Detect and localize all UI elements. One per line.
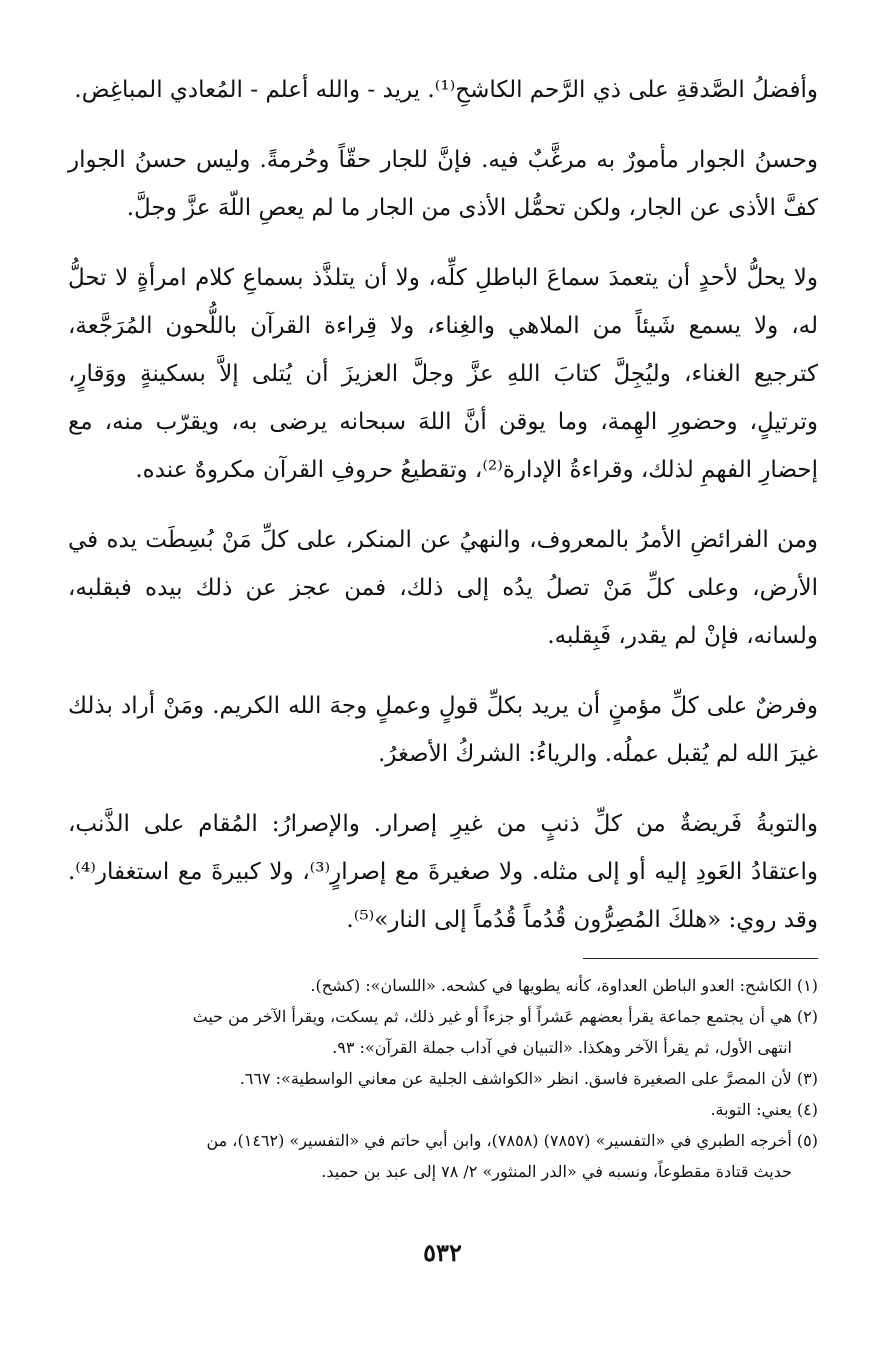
- footnote-text: أخرجه الطبري في «التفسير» (٧٨٥٧) (٧٨٥٨)، وابن أبي حاتم في «التفسير» (١٤٦٢)، من: [206, 1131, 792, 1150]
- footnote-text: يعني: التوبة.: [710, 1100, 792, 1119]
- footnote-text-continued: حديث قتادة مقطوعاً، ونسبه في «الدر المنثور» ٢/ ٧٨ إلى عبد بن حميد.: [321, 1162, 792, 1181]
- footnote-marker: (٥): [796, 1131, 818, 1150]
- paragraph-enjoining-good: ومن الفرائضِ الأمرُ بالمعروف، والنهيُ عن المنكر، على كلِّ مَنْ بُسِطَت يده في الأرض، وعلى كلِّ مَنْ تصلُ يدُه إلى ذلك، فمن عجز عن ذلك بيده فبقلبه، ولسانه، فإنْ لم يقدر، فَبِقلبه.: [68, 527, 818, 649]
- paragraph-repentance: والتوبةُ فَريضةٌ من كلِّ ذنبٍ من غيرِ إصرار. والإصرارُ: المُقام على الذَّنب، واعتقادُ العَودِ إليه أو إلى مثله. ولا صغيرةَ مع إصرارٍ⁽³⁾، ولا كبيرةَ مع استغفار⁽⁴⁾. وقد روي: «هلكَ المُصِرُّون قُدُماً قُدُماً إلى النار»⁽⁵⁾.: [68, 811, 818, 933]
- footnote-marker: (١): [796, 976, 818, 995]
- main-text: [68, 66, 818, 966]
- footnote-text: الكاشح: العدو الباطن العداوة، كأنه يطويها في كشحه. «اللسان»: (كشح).: [310, 976, 792, 995]
- footnote-5: [95, 1125, 818, 1187]
- footnote-marker: (٤): [796, 1100, 818, 1119]
- footnote-text: لأن المصرَّ على الصغيرة فاسق. انظر «الكواشف الجلية عن معاني الواسطية»: ٦٦٧.: [239, 1069, 792, 1088]
- footnote-separator: [583, 958, 818, 959]
- footnote-marker: (٢): [796, 1007, 818, 1026]
- footnote-marker: (٣): [796, 1069, 818, 1088]
- footnote-3: [95, 1063, 818, 1094]
- footnote-2: [95, 1001, 818, 1063]
- paragraph-sincerity: وفرضٌ على كلِّ مؤمنٍ أن يريد بكلِّ قولٍ وعملٍ وجهَ الله الكريم. ومَنْ أراد بذلك غيرَ الله لم يُقبل عملُه. والرياءُ: الشركُ الأصغرُ.: [68, 693, 818, 767]
- footnote-1: [95, 970, 818, 1001]
- footnote-4: [95, 1094, 818, 1125]
- footnotes: [95, 970, 818, 1187]
- footnote-text-continued: انتهى الأول، ثم يقرأ الآخر وهكذا. «التبيان في آداب جملة القرآن»: ٩٣.: [332, 1038, 792, 1057]
- paragraph-neighbor: وحسنُ الجوار مأمورٌ به مرغَّبٌ فيه. فإنَّ للجار حقّاً وحُرمةً. وليس حسنُ الجوار كفَّ الأذى عن الجار، ولكن تحمُّل الأذى من الجار ما لم يعصِ اللّهَ عزَّ وجلَّ.: [68, 147, 818, 221]
- paragraph-charity: وأفضلُ الصَّدقةِ على ذي الرَّحم الكاشحِ⁽¹⁾. يريد - والله أعلم - المُعادي المباغِض.: [74, 77, 818, 103]
- paragraph-listening: ولا يحلُّ لأحدٍ أن يتعمدَ سماعَ الباطلِ كلِّه، ولا أن يتلذَّذ بسماعِ كلام امرأةٍ لا تحلُّ له، ولا يسمع شَيئاً من الملاهي والغِناء، ولا قِراءة القرآن باللُّحون المُرَجَّعة، كترجيع الغناء، وليُجِلَّ كتابَ اللهِ عزَّ وجلَّ العزيزَ أن يُتلى إلاَّ بسكينةٍ ووَقارٍ، وترتيلٍ، وحضورِ الهِمة، وما يوقن أنَّ اللهَ سبحانه يرضى به، ويقرّب منه، مع إحضارِ الفهمِ لذلك، وقراءةُ الإدارة⁽²⁾، وتقطيعُ حروفِ القرآن مكروهٌ عنده.: [68, 265, 818, 483]
- page-number: ٥٣٢: [423, 1238, 462, 1267]
- footnote-text: هي أن يجتمع جماعة يقرأ بعضهم عَشراً أو جزءاً أو غير ذلك، ثم يسكت، ويقرأ الآخر من حيث: [192, 1007, 792, 1026]
